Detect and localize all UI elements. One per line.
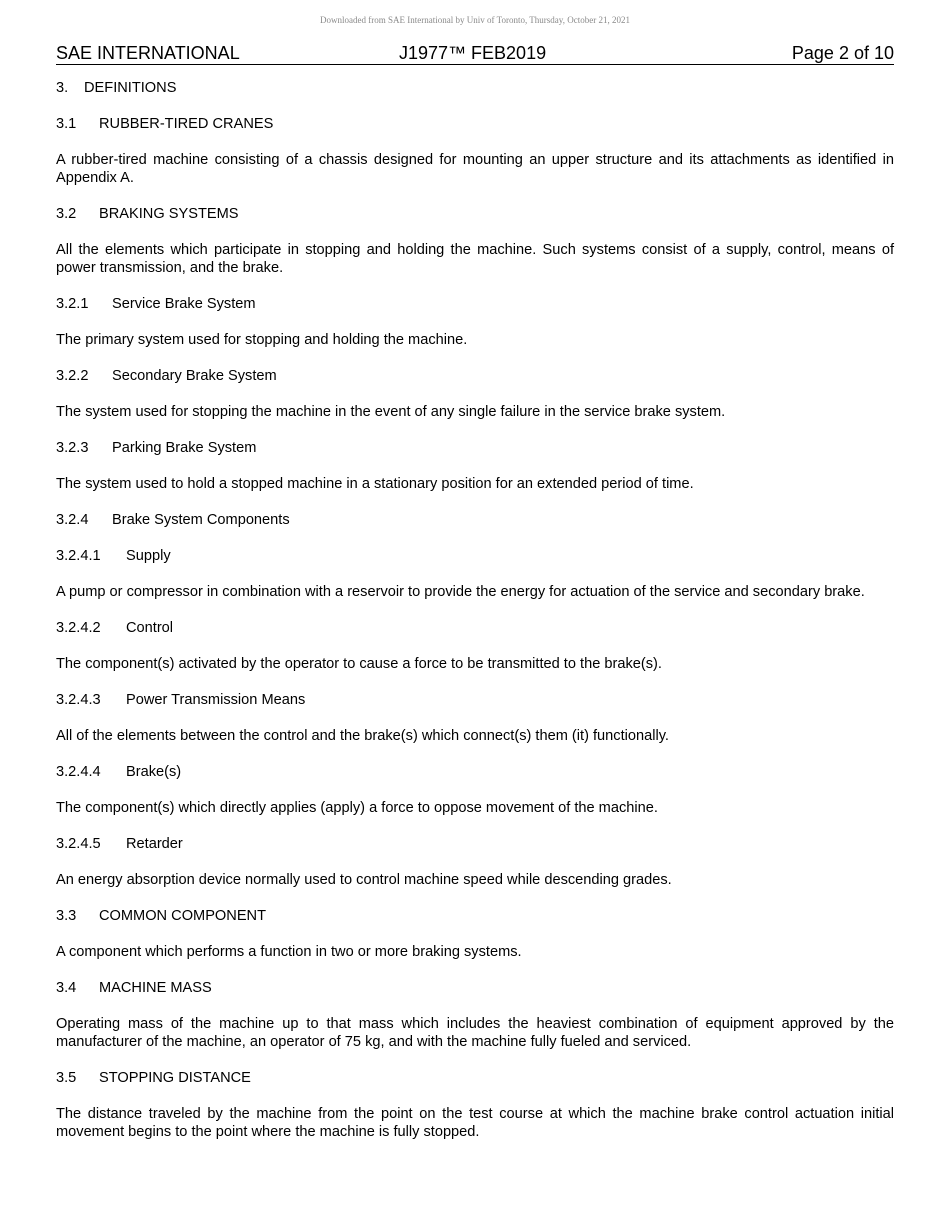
section-body: All the elements which participate in stopping and holding the machine. Such systems consist of a supply, control, means of power transmission, and the brake. [56, 242, 894, 276]
section-heading [56, 691, 894, 709]
section-body: An energy absorption device normally used to control machine speed while descending grades. [56, 872, 672, 888]
section-number: 3.1 [56, 116, 77, 132]
section-heading [56, 907, 894, 925]
header-document-id: J1977™ FEB2019 [399, 43, 547, 63]
section-number: 3.2.1 [56, 296, 89, 312]
section-number: 3.2.4.3 [56, 692, 101, 708]
section-number: 3.5 [56, 1070, 77, 1086]
definitions-content [56, 79, 894, 1141]
page-header [56, 43, 894, 65]
section-heading [56, 619, 894, 637]
section-body: A component which performs a function in two or more braking systems. [56, 944, 522, 960]
section-title: Parking Brake System [112, 440, 257, 456]
section-body: A rubber-tired machine consisting of a chassis designed for mounting an upper structure and its attachments as identified in Appendix A. [56, 152, 894, 186]
section-number: 3.2.4.5 [56, 836, 101, 852]
section-title: DEFINITIONS [84, 80, 177, 96]
section-body: The system used to hold a stopped machine in a stationary position for an extended period of time. [56, 476, 694, 492]
section-number: 3.2.2 [56, 368, 89, 384]
section-heading [56, 367, 894, 385]
section-title: Retarder [126, 836, 183, 852]
section-body: The distance traveled by the machine from the point on the test course at which the machine brake control actuation initial movement begins to the point where the machine is fully stopped. [56, 1106, 894, 1140]
section-heading [56, 115, 894, 133]
section-number: 3.2.4 [56, 512, 89, 528]
header-page-number: Page 2 of 10 [791, 43, 894, 63]
section-heading [56, 1069, 894, 1087]
section-title: Supply [126, 548, 171, 564]
section-heading [56, 511, 894, 529]
header-organization: SAE INTERNATIONAL [56, 43, 240, 63]
section-heading [56, 763, 894, 781]
section-number: 3.2.4.1 [56, 548, 101, 564]
section-title: Power Transmission Means [126, 692, 306, 708]
section-title: Brake System Components [112, 512, 290, 528]
section-heading [56, 205, 894, 223]
section-body: The component(s) which directly applies (apply) a force to oppose movement of the machine. [56, 800, 658, 816]
section-number: 3.4 [56, 980, 77, 996]
section-body: The system used for stopping the machine in the event of any single failure in the service brake system. [56, 404, 726, 420]
section-title: COMMON COMPONENT [99, 908, 267, 924]
section-title: Service Brake System [112, 296, 256, 312]
section-body: The primary system used for stopping and holding the machine. [56, 332, 468, 348]
section-heading [56, 295, 894, 313]
section-heading [56, 79, 894, 97]
section-number: 3.2.3 [56, 440, 89, 456]
download-watermark: Downloaded from SAE International by Univ of Toronto, Thursday, October 21, 2021 [320, 15, 630, 25]
section-body: A pump or compressor in combination with a reservoir to provide the energy for actuation of the service and secondary brake. [56, 584, 865, 600]
section-heading [56, 979, 894, 997]
section-title: Control [126, 620, 174, 636]
section-title: Secondary Brake System [112, 368, 277, 384]
section-number: 3.2 [56, 206, 77, 222]
section-body: The component(s) activated by the operator to cause a force to be transmitted to the brake(s). [56, 656, 662, 672]
section-body: Operating mass of the machine up to that mass which includes the heaviest combination of equipment approved by the manufacturer of the machine, an operator of 75 kg, and with the machine fully fueled and serviced. [56, 1016, 894, 1050]
section-heading [56, 439, 894, 457]
section-number: 3.2.4.2 [56, 620, 101, 636]
section-number: 3.3 [56, 908, 77, 924]
section-body: All of the elements between the control and the brake(s) which connect(s) them (it) functionally. [56, 728, 669, 744]
section-title: STOPPING DISTANCE [99, 1070, 251, 1086]
section-number: 3. [56, 80, 69, 96]
section-title: Brake(s) [126, 764, 182, 780]
section-title: MACHINE MASS [99, 980, 212, 996]
section-title: RUBBER-TIRED CRANES [99, 116, 274, 132]
section-heading [56, 547, 894, 565]
section-number: 3.2.4.4 [56, 764, 101, 780]
section-heading [56, 835, 894, 853]
section-title: BRAKING SYSTEMS [99, 206, 239, 222]
